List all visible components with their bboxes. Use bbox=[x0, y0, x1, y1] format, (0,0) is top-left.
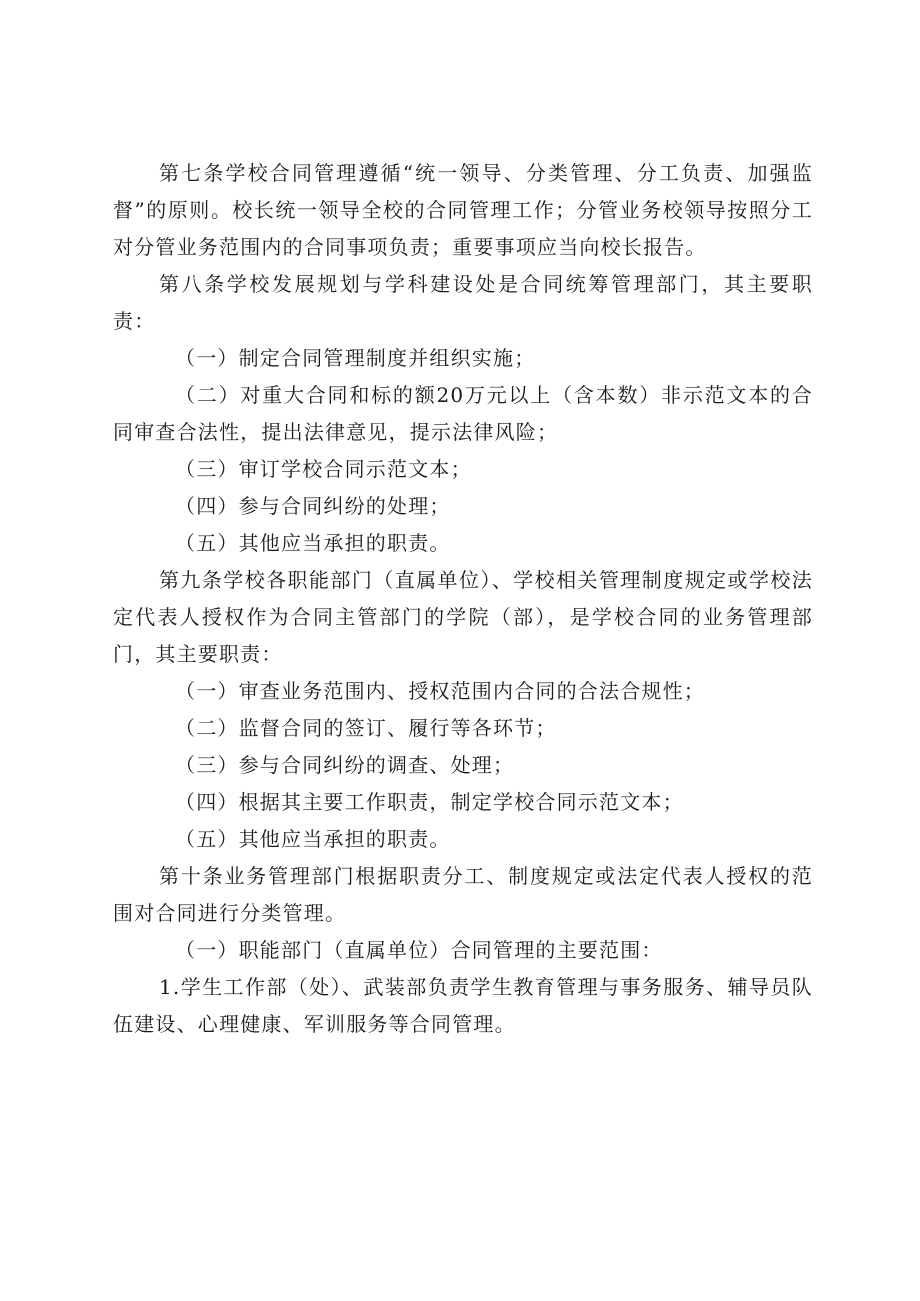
article-8-item-5: （五）其他应当承担的职责。 bbox=[175, 531, 451, 555]
article-8-paragraph: 第八条学校发展规划与学科建设处是合同统筹管理部门，其主要职责： bbox=[113, 272, 813, 333]
article-8-item-3: （三）审订学校合同示范文本； bbox=[175, 457, 472, 481]
article-9-item-2: （二）监督合同的签订、履行等各环节； bbox=[175, 716, 557, 740]
article-8-item-4: （四）参与合同纠纷的处理； bbox=[175, 494, 451, 518]
document-body bbox=[113, 155, 813, 1043]
article-7-paragraph: 第七条学校合同管理遵循“统一领导、分类管理、分工负责、加强监督”的原则。校长统一领导全校的合同管理工作；分管业务校领导按照分工对分管业务范围内的合同事项负责；重要事项应当向校长报告。 bbox=[113, 161, 813, 259]
article-8-item-1: （一）制定合同管理制度并组织实施； bbox=[175, 346, 536, 370]
article-9-item-3: （三）参与合同纠纷的调查、处理； bbox=[175, 753, 515, 777]
article-9-item-4: （四）根据其主要工作职责，制定学校合同示范文本； bbox=[175, 790, 684, 814]
article-10-paragraph: 第十条业务管理部门根据职责分工、制度规定或法定代表人授权的范围对合同进行分类管理。 bbox=[113, 864, 813, 925]
article-10-subitem-1: 1.学生工作部（处）、武装部负责学生教育管理与事务服务、辅导员队伍建设、心理健康、军训服务等合同管理。 bbox=[113, 975, 813, 1036]
article-8-item-2: （二）对重大合同和标的额20万元以上（含本数）非示范文本的合同审查合法性，提出法律意见，提示法律风险； bbox=[113, 383, 813, 444]
article-10-item-1: （一）职能部门（直属单位）合同管理的主要范围： bbox=[175, 938, 663, 962]
article-9-item-5: （五）其他应当承担的职责。 bbox=[175, 827, 451, 851]
article-9-item-1: （一）审查业务范围内、授权范围内合同的合法合规性； bbox=[175, 679, 705, 703]
article-9-paragraph: 第九条学校各职能部门（直属单位）、学校相关管理制度规定或学校法定代表人授权作为合同主管部门的学院（部），是学校合同的业务管理部门，其主要职责： bbox=[113, 568, 813, 666]
